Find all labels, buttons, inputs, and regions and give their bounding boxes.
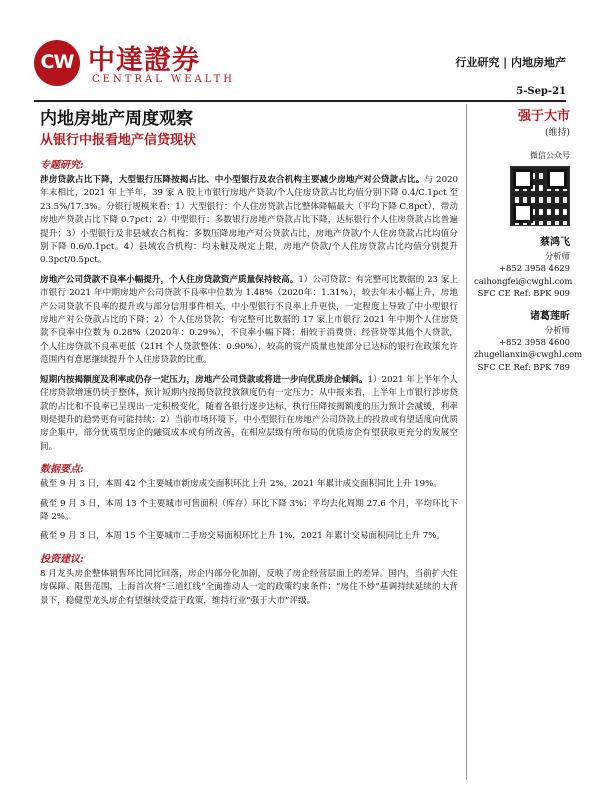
rating: 强于大市 [517, 109, 570, 124]
analyst-card [474, 236, 573, 300]
paragraph: 截至 9 月 3 日，本周 15 个主要城市二手房交易面积环比上升 1%，2021 年累计交易面积同比上升 7%。 [40, 531, 445, 542]
brand-name-en: CENTRAL WEALTH [92, 74, 235, 85]
section-investment [40, 550, 458, 608]
analyst-name: 蔡鸿飞 [540, 237, 570, 248]
report-title: 内地房地产周度观察 [40, 109, 193, 129]
paragraph: 短期内按揭额度及利率或仍存一定压力，房地产公司贷款或将进一步向优质房企倾斜。1）2021 年上半年个人住房贷款增速仍快于整体，预计短期内按揭贷款投放额度仍有一定压力；从中报来看，上半年上市银行涉房贷款的占比和不良率已呈现出一定积极变化，随着各银行逐步达标，执行压降按揭额度的压力预计会减缓，利率则是提升的趋势更有可能持续；2）当前市场环境下，中小型银行在房地产公司贷款上的投放或有望适度向优质房企集中，部分优质型房企的融资成本或有所改善，在相应层级有所布局的优质房企有望获取更充分的发展空间。 [40, 374, 458, 452]
paragraph: 截至 9 月 3 日，本周 13 个主要城市可售面积（库存）环比下降 3%；平均去化周期 27.6 个月，平均环比下降 2%。 [40, 498, 458, 522]
section-heading: 数据要点: [40, 464, 84, 476]
analyst-card [474, 310, 583, 374]
report-body [40, 108, 458, 614]
section-data-points [40, 460, 458, 544]
report-date: 5-Sep-21 [516, 86, 566, 97]
report-subtitle: 从银行中报看地产信贷现状 [40, 133, 197, 148]
section-heading: 投资建议: [40, 553, 84, 565]
analyst-email[interactable]: zhugelianxin@cwghl.com [474, 349, 583, 360]
analyst-ref: SFC CE Ref: BPK 909 [477, 288, 570, 299]
sidebar-divider [466, 104, 467, 780]
paragraph: 8 月龙头房企整体销售环比同比回落，房企内部分化加剧，反映了房企经营层面上的差异。国内，当前扩大住房保障、限售范围，上海首次将“三道红线”全面推动人一定的政策约束条件；“房住不炒”基调持续延续的大背景下，稳健型龙头房企有望继续受益于政策，维持行业“强于大市”评级。 [40, 568, 458, 606]
section-heading: 专题研究: [40, 160, 84, 171]
report-header [34, 40, 566, 100]
sidebar [474, 108, 583, 373]
analyst-email[interactable]: caihongfei@cwghl.com [474, 275, 573, 286]
cw-logo: CW [34, 40, 80, 86]
section-topic [40, 156, 458, 454]
analyst-title: 分析师 [544, 251, 570, 261]
wechat-label: 微信公众号 [530, 151, 570, 160]
analyst-name: 诸葛莲昕 [530, 310, 570, 322]
paragraph: 房地产公司贷款不良率小幅提升，个人住房贷款资产质量保持较高。1）公司贷款：有完整可比数据的 23 家上市银行 2021 年中期房地产公司贷款不良率中位数为 1.48%（2020年：1.31%），较去年末小幅上升，房地产公司贷款不良率的提升或与部分信用事件相关，中小型银行不良率上升更快，一定程度上导致了中小型银行房地产对公贷款占比的下降；2）个人住房贷款：有完整可比数据的 17 家上市银行 2021 年中期个人住房贷款不良率中位数为 0.28%（2020年：0.29%），不良率小幅下降；相较于消费贷、经营贷等其他个人贷款，个人住房贷款不良率更低（21H 个人贷款整体：0.90%），较高的资产质量也使部分已达标的银行在政策允许范围内有意愿继续提升个人住房贷款的比重。 [40, 274, 458, 366]
brand-name-cn: 中達證券 [88, 45, 200, 76]
paragraph: 截至 9 月 3 日，本周 42 个主要城市新房成交面积环比上升 2%，2021 年累计成交面积同比上升 19%。 [40, 479, 442, 490]
analyst-ref: SFC CE Ref: BPK 789 [477, 361, 570, 372]
header-divider [34, 100, 566, 102]
rating-maintain: (维持) [544, 128, 570, 138]
analyst-title: 分析师 [544, 324, 570, 335]
analyst-phone: +852 3958 4629 [499, 263, 570, 274]
analyst-phone: +852 3958 4600 [499, 337, 570, 348]
wechat-qr-code[interactable] [510, 166, 570, 226]
paragraph: 涉房贷款占比下降，大型银行压降按揭占比、中小型银行及农合机构主要减少房地产对公贷款占比。与 2020年末相比，2021 年上半年，39 家 A 股上市银行房地产贷款/个人住房贷款占比均值分别下降 0.4/C.1pct 至 23.5%/17.3%。分银行规模来看：1）大型银行：个人住房贷款占比整体降幅最大（平均下降 C.8pct），带动房地产贷款占比下降 0.7pct；2）中型银行：多数银行房地产贷款占比下降，达标银行个人住房贷款占比普遍提升；3）小型银行及非县域农合机构：多数压降房地产对公贷款占比，房地产贷款/个人住房贷款占比均值分别下降 0.6/0.1pct。4）县域农合机构：均未触及规定上限，房地产贷款/个人住房贷款占比均值分别提升 0.3pct/0.5pct。 [40, 175, 458, 266]
report-category: 行业研究 | 内地房地产 [455, 56, 566, 69]
